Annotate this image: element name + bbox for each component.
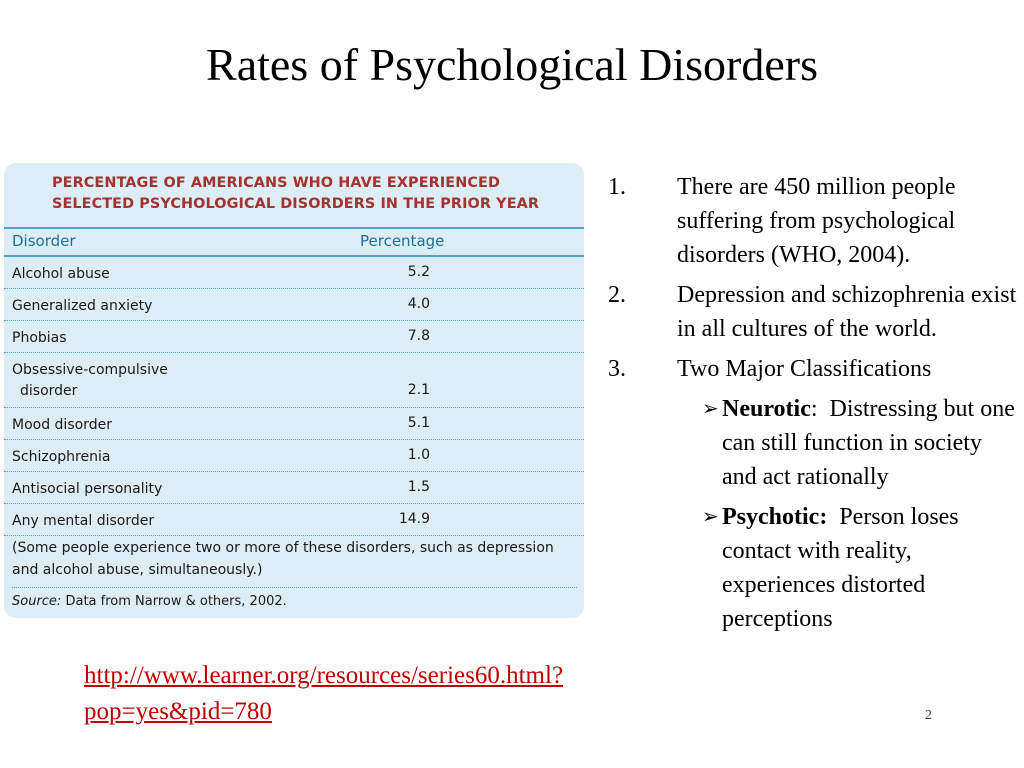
list-number: 1. — [608, 174, 626, 200]
table-heading-line-1: PERCENTAGE OF AMERICANS WHO HAVE EXPERIENCED — [52, 175, 500, 191]
disorder-name — [12, 360, 342, 402]
table-row — [4, 321, 584, 353]
column-header-percentage: Percentage — [360, 232, 445, 250]
disorder-name: Schizophrenia — [12, 449, 111, 465]
bullet-list — [608, 170, 1018, 642]
table-row — [4, 408, 584, 440]
table-column-headers — [4, 227, 584, 257]
table-row — [4, 353, 584, 408]
table-row — [4, 504, 584, 536]
list-item — [608, 278, 1018, 346]
table-source — [12, 594, 287, 609]
slide-title: Rates of Psychological Disorders — [206, 39, 818, 90]
table-note: (Some people experience two or more of these disorders, such as depression and alcohol abuse, simultaneously.) — [12, 537, 577, 588]
list-text: Depression and schizophrenia exist in all cultures of the world. — [677, 282, 1017, 342]
disorder-name: Generalized anxiety — [12, 298, 153, 314]
disorder-percentage: 1.5 — [407, 479, 430, 495]
disorder-name: Alcohol abuse — [12, 266, 110, 282]
table-row — [4, 472, 584, 504]
disorder-name: Any mental disorder — [12, 513, 155, 529]
disorder-percentage: 5.1 — [407, 415, 430, 431]
sub-item-text: Person loses contact with reality, experiences distorted perceptions — [722, 504, 959, 632]
disorder-percentage: 5.2 — [407, 264, 430, 280]
disorder-name: Mood disorder — [12, 417, 112, 433]
list-text: There are 450 million people suffering from psychological disorders (WHO, 2004). — [677, 174, 956, 268]
list-number: 3. — [608, 356, 626, 382]
table-body — [4, 257, 584, 536]
disorder-name: Phobias — [12, 330, 67, 346]
source-text: Data from Narrow & others, 2002. — [65, 594, 287, 609]
arrow-bullet-icon: ➢ — [702, 398, 719, 420]
table-row — [4, 257, 584, 289]
disorder-name-line-2: disorder — [20, 383, 78, 399]
disorder-name-line-1: Obsessive-compulsive — [12, 362, 168, 378]
disorder-percentage: 2.1 — [407, 382, 430, 398]
column-header-disorder: Disorder — [12, 232, 76, 250]
table-heading — [52, 173, 582, 215]
sub-item-term: Psychotic: — [722, 504, 828, 530]
list-number: 2. — [608, 282, 626, 308]
disorder-percentage: 7.8 — [407, 328, 430, 344]
sub-list-item — [702, 500, 1018, 636]
disorder-rates-table — [4, 163, 584, 618]
learner-org-link[interactable]: http://www.learner.org/resources/series60.html?pop=yes&pid=780 — [84, 662, 564, 725]
disorder-percentage: 4.0 — [407, 296, 430, 312]
list-text: Two Major Classifications — [677, 356, 932, 382]
sub-list-item — [702, 392, 1018, 494]
table-row — [4, 289, 584, 321]
sub-item-separator: : — [810, 396, 818, 422]
disorder-percentage: 1.0 — [407, 447, 430, 463]
sub-item-term: Neurotic — [722, 396, 811, 422]
arrow-bullet-icon: ➢ — [702, 506, 719, 528]
list-item — [608, 352, 1018, 386]
slide-number: 2 — [925, 708, 932, 723]
list-item — [608, 170, 1018, 272]
source-label: Source: — [12, 594, 62, 609]
disorder-name: Antisocial personality — [12, 481, 163, 497]
table-row — [4, 440, 584, 472]
sub-item-text: Distressing but one can still function in society and act rationally — [722, 396, 1015, 490]
disorder-percentage: 14.9 — [398, 511, 430, 527]
table-heading-line-2: SELECTED PSYCHOLOGICAL DISORDERS IN THE PRIOR YEAR — [52, 196, 540, 212]
